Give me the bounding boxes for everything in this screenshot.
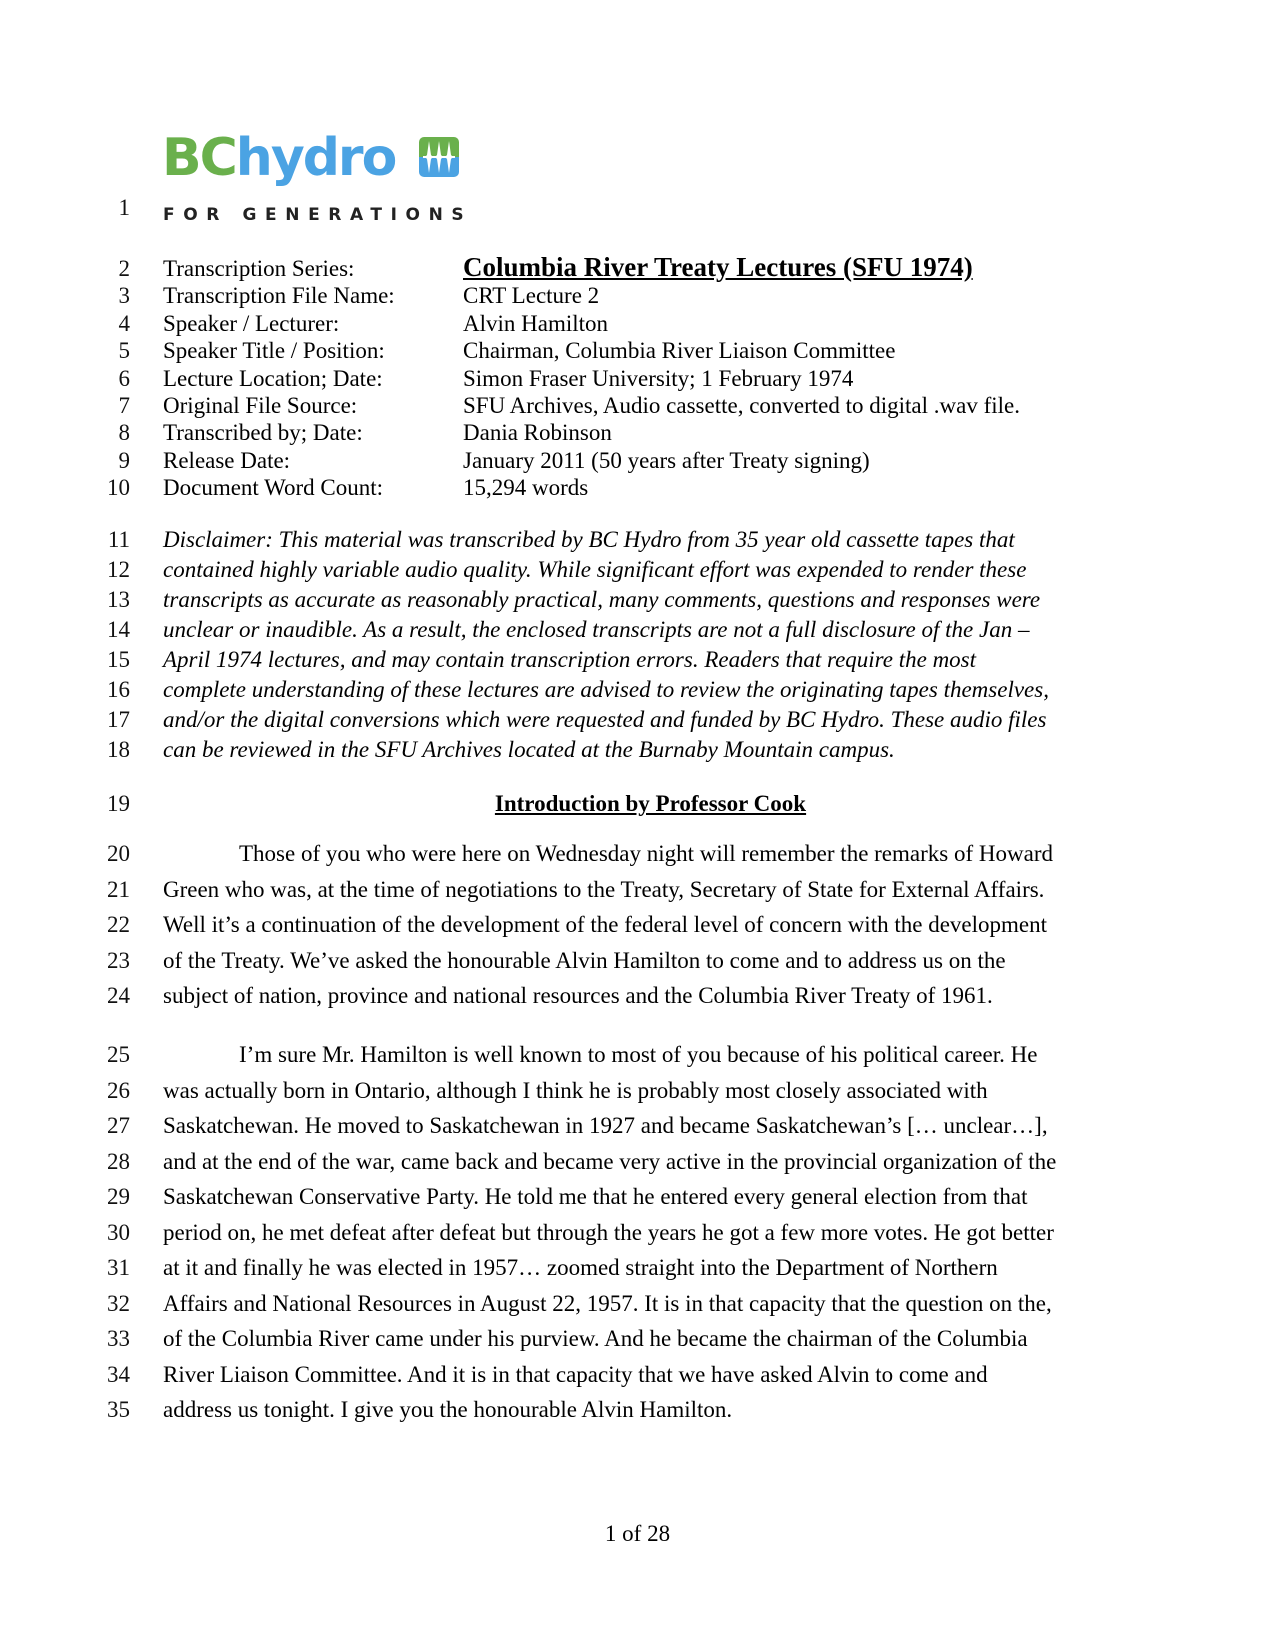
- line-number: 1: [118, 195, 130, 220]
- meta-value-file-name: CRT Lecture 2: [463, 283, 600, 308]
- paragraph-line: Affairs and National Resources in August 22, 1957. It is in that capacity that the question on the,: [163, 1291, 1052, 1316]
- line-number: 9: [118, 448, 130, 473]
- disclaimer-line: and/or the digital conversions which were requested and funded by BC Hydro. These audio files: [163, 707, 1047, 732]
- line-number: 3: [118, 283, 130, 308]
- paragraph-line: period on, he met defeat after defeat but through the years he got a few more votes. He got better: [163, 1220, 1054, 1245]
- disclaimer-line: contained highly variable audio quality. While significant effort was expended to render these: [163, 557, 1027, 582]
- line-number: 11: [107, 527, 130, 552]
- line-number: 8: [118, 420, 130, 445]
- line-number: 16: [107, 677, 130, 702]
- line-number: 34: [107, 1362, 130, 1387]
- line-number: 24: [107, 983, 130, 1008]
- meta-value-word-count: 15,294 words: [463, 475, 589, 500]
- paragraph-line-text: I’m sure Mr. Hamilton is well known to most of you because of his political career. He: [239, 1042, 1038, 1067]
- line-number: 19: [107, 791, 130, 816]
- disclaimer-line: can be reviewed in the SFU Archives located at the Burnaby Mountain campus.: [163, 737, 895, 762]
- meta-value-location-date: Simon Fraser University; 1 February 1974: [463, 366, 854, 391]
- line-number: 15: [107, 647, 130, 672]
- paragraph-line: subject of nation, province and national resources and the Columbia River Treaty of 1961.: [163, 983, 993, 1008]
- line-number: 21: [107, 877, 130, 902]
- line-number: 5: [118, 338, 130, 363]
- meta-value-release-date: January 2011 (50 years after Treaty signing): [463, 448, 870, 473]
- disclaimer-line: Disclaimer: This material was transcribed by BC Hydro from 35 year old cassette tapes that: [163, 527, 1015, 552]
- paragraph-line: of the Treaty. We’ve asked the honourable Alvin Hamilton to come and to address us on the: [163, 948, 1006, 973]
- paragraph-line: [163, 1041, 1037, 1069]
- line-number: 22: [107, 912, 130, 937]
- paragraph-line: address us tonight. I give you the honourable Alvin Hamilton.: [163, 1397, 733, 1422]
- meta-value-file-source: SFU Archives, Audio cassette, converted to digital .wav file.: [463, 393, 1020, 418]
- series-title: Columbia River Treaty Lectures (SFU 1974): [463, 252, 973, 282]
- line-number: 35: [107, 1397, 130, 1422]
- meta-label-word-count: Document Word Count:: [163, 475, 384, 500]
- line-number: 4: [118, 311, 130, 336]
- line-number: 6: [118, 366, 130, 391]
- line-number: 14: [107, 617, 130, 642]
- line-number: 26: [107, 1078, 130, 1103]
- line-number: 25: [107, 1042, 130, 1067]
- paragraph-line: River Liaison Committee. And it is in that capacity that we have asked Alvin to come and: [163, 1362, 988, 1387]
- paragraph-line: was actually born in Ontario, although I think he is probably most closely associated with: [163, 1078, 988, 1103]
- meta-label-file-name: Transcription File Name:: [163, 283, 395, 308]
- meta-label-speaker-title: Speaker Title / Position:: [163, 338, 385, 363]
- disclaimer-line: complete understanding of these lectures are advised to review the originating tapes themselves,: [163, 677, 1049, 702]
- logo-tagline: FOR GENERATIONS: [163, 205, 473, 225]
- paragraph-line: Well it’s a continuation of the development of the federal level of concern with the development: [163, 912, 1047, 937]
- disclaimer-line: April 1974 lectures, and may contain transcription errors. Readers that require the most: [163, 647, 977, 672]
- logo-brand-bc: BC: [162, 128, 236, 188]
- bc-hydro-logo: [162, 128, 395, 188]
- line-number: 27: [107, 1113, 130, 1138]
- line-number: 23: [107, 948, 130, 973]
- line-number: 29: [107, 1184, 130, 1209]
- line-number: 7: [118, 393, 130, 418]
- meta-label-transcribed-by: Transcribed by; Date:: [163, 420, 363, 445]
- meta-label-speaker: Speaker / Lecturer:: [163, 311, 340, 336]
- meta-value-speaker-title: Chairman, Columbia River Liaison Committee: [463, 338, 896, 363]
- paragraph-line: and at the end of the war, came back and became very active in the provincial organization of the: [163, 1149, 1057, 1174]
- meta-label-file-source: Original File Source:: [163, 393, 358, 418]
- paragraph-line-text: Those of you who were here on Wednesday night will remember the remarks of Howard: [239, 841, 1053, 866]
- meta-value-transcribed-by: Dania Robinson: [463, 420, 612, 445]
- paragraph-line: Green who was, at the time of negotiations to the Treaty, Secretary of State for External Affairs.: [163, 877, 1045, 902]
- paragraph-line: Saskatchewan Conservative Party. He told me that he entered every general election from that: [163, 1184, 1028, 1209]
- line-number: 32: [107, 1291, 130, 1316]
- section-heading: Introduction by Professor Cook: [494, 791, 807, 816]
- logo-brand-hydro: hydro: [235, 128, 396, 188]
- line-number: 18: [107, 737, 130, 762]
- line-number: 31: [107, 1255, 130, 1280]
- paragraph-line: at it and finally he was elected in 1957… zoomed straight into the Department of Northern: [163, 1255, 998, 1280]
- meta-value-speaker: Alvin Hamilton: [463, 311, 609, 336]
- paragraph-line: [163, 840, 1053, 868]
- line-number: 12: [107, 557, 130, 582]
- line-number: 20: [107, 841, 130, 866]
- line-number: 10: [107, 475, 130, 500]
- paragraph-line: Saskatchewan. He moved to Saskatchewan in 1927 and became Saskatchewan’s [… unclear…],: [163, 1113, 1048, 1138]
- bc-hydro-logo-mark-icon: [419, 137, 459, 177]
- meta-label-release-date: Release Date:: [163, 448, 291, 473]
- line-number: 33: [107, 1326, 130, 1351]
- paragraph-line: of the Columbia River came under his purview. And he became the chairman of the Columbia: [163, 1326, 1028, 1351]
- line-number: 30: [107, 1220, 130, 1245]
- meta-label-location-date: Lecture Location; Date:: [163, 366, 383, 391]
- meta-label-series: Transcription Series:: [163, 256, 355, 281]
- disclaimer-line: transcripts as accurate as reasonably practical, many comments, questions and responses were: [163, 587, 1041, 612]
- page-number: 1 of 28: [604, 1521, 671, 1546]
- line-number: 17: [107, 707, 130, 732]
- line-number: 2: [118, 256, 130, 281]
- line-number: 28: [107, 1149, 130, 1174]
- disclaimer-line: unclear or inaudible. As a result, the enclosed transcripts are not a full disclosure of the Jan –: [163, 617, 1030, 642]
- line-number: 13: [107, 587, 130, 612]
